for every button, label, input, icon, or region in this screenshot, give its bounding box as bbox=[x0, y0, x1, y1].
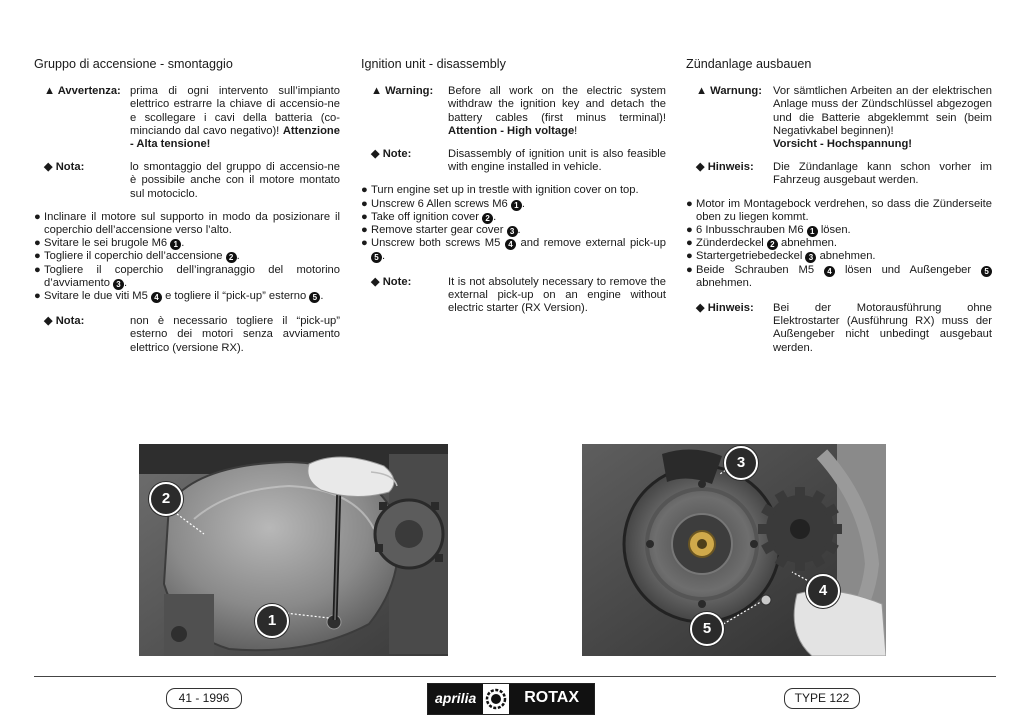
note2-text-it: non è necessario togliere il “pick-up” esterno dei motori senza avviamento elettrico (versione RX). bbox=[130, 315, 340, 354]
warning-bold-en: Attention - High voltage bbox=[448, 124, 575, 137]
steps-en bbox=[361, 184, 666, 263]
brand-logo bbox=[427, 683, 595, 715]
list-item: ● Zünderdeckel 2 abnehmen. bbox=[686, 237, 837, 250]
note1-label-de: ◆ Hinweis: bbox=[696, 161, 754, 174]
type-label: TYPE 122 bbox=[784, 688, 860, 709]
warning-label-en: ▲ Warning: bbox=[371, 85, 434, 98]
ref-number-4: 4 bbox=[151, 292, 162, 303]
note1-text-en: Disassembly of ignition unit is also feasible with engine installed in vehicle. bbox=[448, 148, 666, 174]
list-item: ● Togliere il coperchio dell’accensione 2 . bbox=[34, 250, 240, 263]
note1-en bbox=[361, 148, 666, 174]
warning-bold-de: Vorsicht - Hochspannung! bbox=[773, 138, 913, 151]
note1-text-it: lo smontaggio del gruppo di accensio-ne è possibile anche con il motore montato sul motociclo. bbox=[130, 161, 340, 200]
list-item: ● Remove starter gear cover 3 . bbox=[361, 224, 521, 237]
list-item: ● Take off ignition cover 2 . bbox=[361, 210, 497, 223]
list-item: ● Svitare le sei brugole M6 1 . bbox=[34, 237, 185, 250]
warning-it bbox=[34, 85, 340, 151]
section-title-it: Gruppo di accensione - smontaggio bbox=[34, 57, 233, 71]
ref-number-1: 1 bbox=[170, 239, 181, 250]
column-german bbox=[686, 58, 992, 365]
ref-number-4: 4 bbox=[505, 239, 516, 250]
warning-text-it: prima di ogni intervento sull’impianto elettrico estrarre la chiave di accensio-ne e scollegare i cavi della batteria (co-minciando dal cavo negativo)! bbox=[130, 85, 340, 137]
callout-1: 1 bbox=[255, 604, 289, 638]
column-english bbox=[361, 58, 666, 325]
ref-number-2: 2 bbox=[482, 213, 493, 224]
list-item: ● Inclinare il motore sul supporto in modo da posizionare il coperchio dell’accensione verso l’alto. bbox=[34, 210, 340, 237]
list-item: ● Beide Schrauben M5 4 lösen und Außengeber 5 abnehmen. bbox=[686, 264, 992, 290]
footer-divider bbox=[34, 676, 996, 677]
photo-ignition-cover bbox=[139, 444, 448, 656]
note2-en bbox=[361, 276, 666, 316]
warning-bold-it: Attenzione - Alta tensione! bbox=[130, 124, 340, 151]
logo-gear-icon bbox=[483, 684, 509, 714]
ref-number-3: 3 bbox=[113, 279, 124, 290]
list-item: ● Unscrew both screws M5 4 and remove external pick-up 5 . bbox=[361, 237, 667, 263]
steps-it bbox=[34, 211, 340, 303]
note2-text-en: It is not absolutely necessary to remove the external pick-up on an engine without electric starter (RX Version). bbox=[448, 275, 666, 315]
warning-de bbox=[686, 85, 992, 151]
note1-text-de: Die Zündanlage kann schon vorher im Fahrzeug ausgebaut werden. bbox=[773, 161, 992, 187]
warning-label-it: ▲ Avvertenza: bbox=[44, 85, 121, 98]
engine-cover-illustration bbox=[139, 444, 448, 656]
list-item: ● Unscrew 6 Allen screws M6 1 . bbox=[361, 197, 525, 210]
ref-number-1: 1 bbox=[807, 226, 818, 237]
note1-label-it: ◆ Nota: bbox=[44, 161, 85, 174]
ref-number-4: 4 bbox=[824, 266, 835, 277]
callout-2: 2 bbox=[149, 482, 183, 516]
ref-number-2: 2 bbox=[767, 239, 778, 250]
column-italian bbox=[34, 58, 340, 365]
logo-aprilia: aprilia bbox=[428, 684, 483, 714]
ref-number-5: 5 bbox=[309, 292, 320, 303]
warning-text-de: Vor sämtlichen Arbeiten an der elektrischen Anlage muss der Zündschlüssel abgezogen und die Batterie abgeklemmt sein (beim Negativkabel beginnen)! bbox=[773, 85, 992, 137]
list-item: ● Turn engine set up in trestle with ignition cover on top. bbox=[361, 184, 639, 197]
list-item: ● Svitare le due viti M5 4 e togliere il “pick-up” esterno 5 . bbox=[34, 290, 324, 303]
warning-text-en: Before all work on the electric system withdraw the ignition key and detach the battery cables (first minus terminal)! bbox=[448, 85, 666, 124]
list-item: ● Togliere il coperchio dell’ingranaggio del motorino d’avviamento 3 . bbox=[34, 263, 340, 289]
note2-label-en: ◆ Note: bbox=[371, 275, 412, 288]
section-title-de: Zündanlage ausbauen bbox=[686, 57, 812, 71]
steps-de bbox=[686, 198, 992, 290]
callout-5: 5 bbox=[690, 612, 724, 646]
logo-rotax: ROTAX bbox=[509, 684, 594, 714]
page-number: 41 - 1996 bbox=[166, 688, 242, 709]
ref-number-3: 3 bbox=[805, 252, 816, 263]
callout-4: 4 bbox=[806, 574, 840, 608]
note1-de bbox=[686, 161, 992, 187]
list-item: ● Motor im Montagebock verdrehen, so dass die Zünderseite oben zu liegen kommt. bbox=[686, 197, 992, 223]
note2-label-de: ◆ Hinweis: bbox=[696, 302, 754, 315]
ref-number-5: 5 bbox=[981, 266, 992, 277]
ref-number-5: 5 bbox=[371, 252, 382, 263]
ref-number-2: 2 bbox=[226, 252, 237, 263]
photo-starter-gear bbox=[582, 444, 886, 656]
note2-de bbox=[686, 302, 992, 355]
note2-text-de: Bei der Motorausführung ohne Elektrostarter (Ausführung RX) muss der Außengeber nicht unbedingt ausgebaut werden. bbox=[773, 302, 992, 354]
warning-label-de: ▲ Warnung: bbox=[696, 85, 762, 98]
list-item: ● 6 Inbusschrauben M6 1 lösen. bbox=[686, 224, 851, 237]
warning-en: ▲ Warning: Before all work on the electric system withdraw the ignition key and detach the battery cables (first minus terminal)! Attention - High voltage! bbox=[371, 85, 666, 137]
ref-number-1: 1 bbox=[511, 200, 522, 211]
list-item: ● Startergetriebedeckel 3 abnehmen. bbox=[686, 250, 876, 263]
note1-it bbox=[34, 161, 340, 201]
note2-it bbox=[34, 315, 340, 355]
note1-label-en: ◆ Note: bbox=[371, 148, 412, 161]
section-title-en: Ignition unit - disassembly bbox=[361, 57, 506, 71]
ref-number-3: 3 bbox=[507, 226, 518, 237]
note2-label-it: ◆ Nota: bbox=[44, 315, 85, 328]
callout-3: 3 bbox=[724, 446, 758, 480]
